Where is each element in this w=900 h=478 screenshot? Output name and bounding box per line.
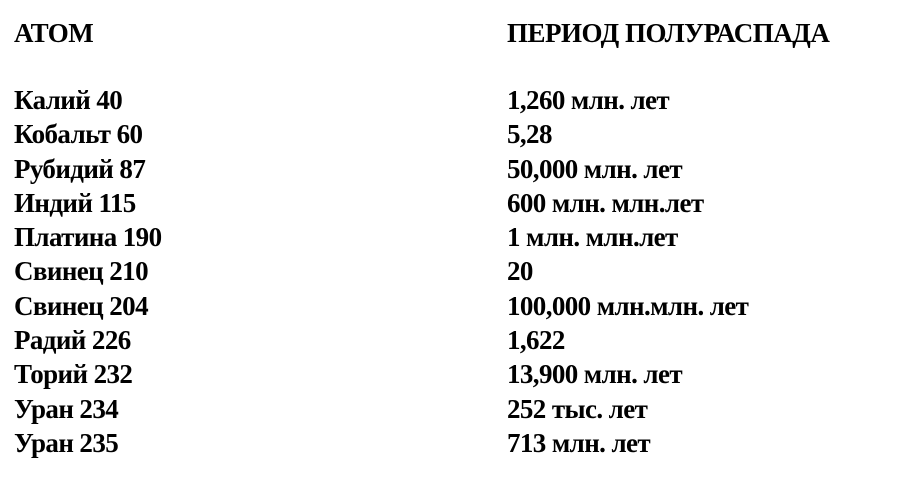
half-life-cell: 20 — [507, 256, 533, 287]
table-row — [0, 426, 900, 460]
atom-cell: Свинец 210 — [14, 256, 148, 287]
isotope-table — [0, 83, 900, 460]
column-header-half-life: ПЕРИОД ПОЛУРАСПАДА — [507, 18, 830, 48]
half-life-cell: 713 млн. лет — [507, 427, 651, 458]
table-row — [0, 117, 900, 151]
half-life-cell: 1,622 — [507, 325, 565, 356]
half-life-cell: 252 тыс. лет — [507, 393, 648, 424]
atom-cell: Индий 115 — [14, 187, 136, 218]
half-life-cell: 1,260 млн. лет — [507, 85, 670, 115]
atom-cell: Уран 235 — [14, 427, 119, 458]
table-row — [0, 392, 900, 426]
table-row — [0, 152, 900, 186]
atom-cell: Кобальт 60 — [14, 119, 143, 150]
atom-cell: Рубидий 87 — [14, 153, 146, 184]
half-life-cell: 5,28 — [507, 119, 552, 150]
half-life-cell: 1 млн. млн.лет — [507, 222, 678, 253]
atom-cell: Радий 226 — [14, 325, 131, 356]
atom-cell: Свинец 204 — [14, 290, 148, 321]
half-life-cell: 50,000 млн. лет — [507, 153, 682, 184]
table-row — [0, 83, 900, 117]
table-row — [0, 254, 900, 288]
atom-cell: Платина 190 — [14, 222, 162, 253]
atom-cell: Торий 232 — [14, 359, 133, 390]
atom-cell: Калий 40 — [14, 85, 123, 115]
half-life-cell: 13,900 млн. лет — [507, 359, 682, 390]
half-life-cell: 100,000 млн.млн. лет — [507, 290, 749, 321]
table-row — [0, 357, 900, 391]
atom-cell: Уран 234 — [14, 393, 119, 424]
table-row — [0, 323, 900, 357]
table-row — [0, 220, 900, 254]
table-row — [0, 186, 900, 220]
table-row — [0, 289, 900, 323]
column-header-atom: АТОМ — [14, 18, 94, 48]
half-life-cell: 600 млн. млн.лет — [507, 187, 704, 218]
